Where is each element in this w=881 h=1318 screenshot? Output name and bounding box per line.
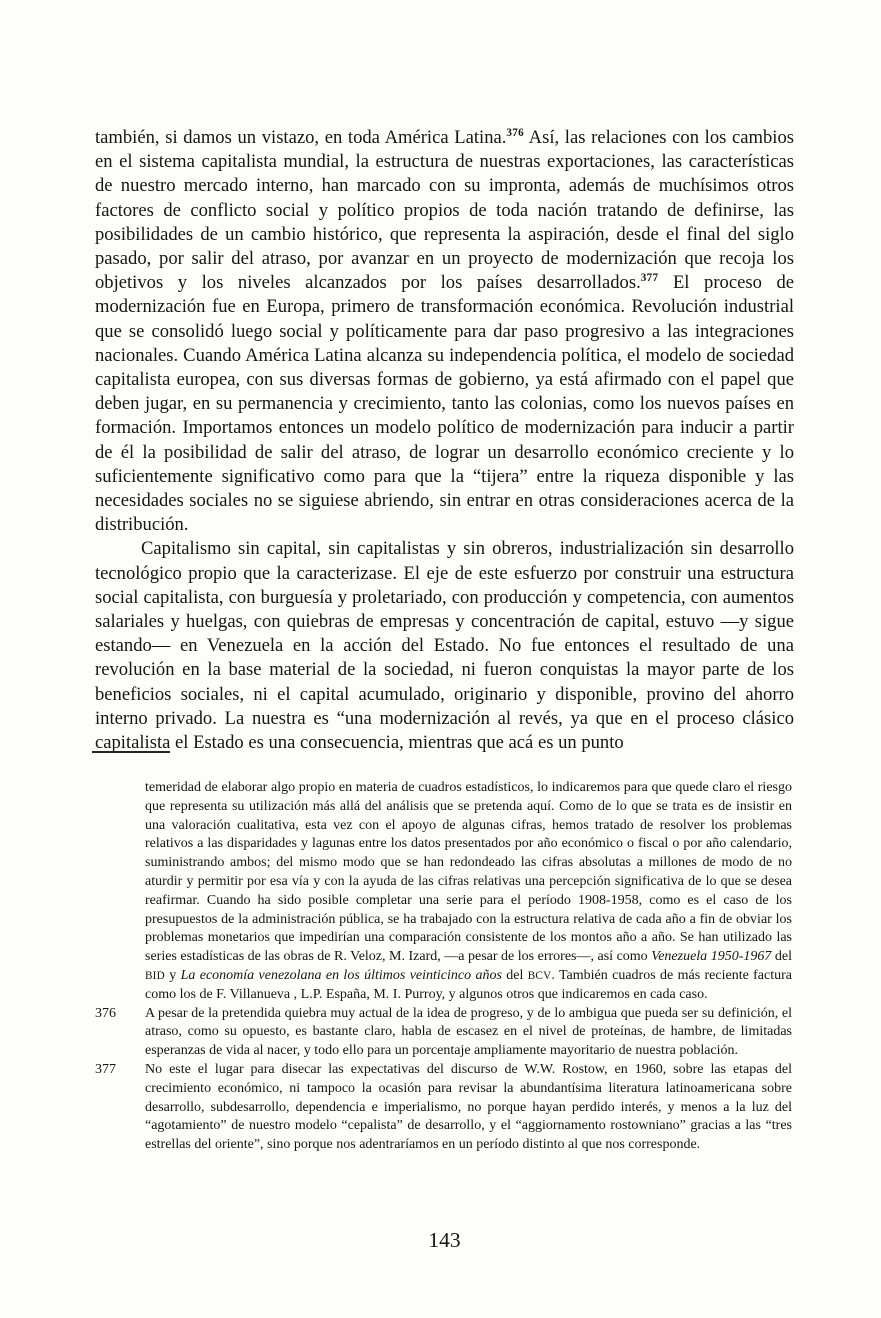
footnote (95, 1005, 792, 1061)
italic-title: La economía venezolana en los últimos veinticinco años (180, 967, 502, 983)
footnote-reference: 376 (506, 126, 525, 139)
body-paragraph: también, si damos un vistazo, en toda América Latina.$^{376}$ Así, las relaciones con los cambios en el sistema capitalista mundial, la estructura de nuestras exportaciones, las características de nuestro mercado interno, han marcado con su impronta, además de muchísimos otros factores de conflicto social y político propios de toda nación tratando de definirse, las posibilidades de un cambio histórico, que representa la aspiración, desde el final del siglo pasado, por salir del atraso, por avanzar en un proyecto de modernización que recoja los objetivos y los niveles alcanzados por los países desarrollados.$^{377}$ El proceso de modernización fue en Europa, primero de transformación económica. Revolución industrial que se consolidó luego social y políticamente para dar paso progresivo a las integraciones nacionales. Cuando América Latina alcanza su independencia política, el modelo de sociedad capitalista europea, con sus diversas formas de gobierno, ya está afirmado con el papel que deben jugar, en su permanencia y crecimiento, tanto las colonias, como los nuevos países en formación. Importamos entonces un modelo político de modernización para inducir a partir de él la posibilidad de salir del atraso, de lograr un desarrollo económico creciente y lo suficientemente significativo como para que la “tijera” entre la riqueza disponible y las necesidades sociales no se siguiese abriendo, sin entrar en otras consideraciones acerca de la distribución. (95, 126, 795, 536)
footnote (95, 779, 792, 1005)
footnote-text: No este el lugar para disecar las expectativas del discurso de W.W. Rostow, en 1960, sobre las etapas del crecimiento económico, ni tampoco la ocasión para revisar la abundantísima literatura latinoamericana sobre desarrollo, subdesarrollo, dependencia e imperialismo, no porque hayan perdido interés, y menos a la luz del “agotamiento” de nuestro modelo “cepalista” de desarrollo, y el “aggiornamento rostowniano” gracias a las “tres estrellas del oriente”, sino porque nos adentraríamos en un período distinto al que nos corresponde. (145, 1061, 792, 1153)
main-text (95, 126, 794, 755)
footnote-separator (92, 751, 170, 753)
small-caps-abbreviation: BCV (527, 969, 552, 982)
footnote-number: 376 (95, 1005, 116, 1021)
footnote-text: temeridad de elaborar algo propio en materia de cuadros estadísticos, lo indicaremos para que quede claro el riesgo que representa su utilización más allá del análisis que se pretenda aquí. Como de lo que se trata es de insistir en una valoración cualitativa, esta vez con el apoyo de algunas cifras, hemos tratado de resolver los problemas relativos a las disparidades y lagunas entre los datos presentados por año económico o fiscal o por año calendario, suministrando ambos; del mismo modo que se han redondeado las cifras absolutas a millones de modo de no aturdir y permitir por esa vía y con la ayuda de las cifras relativas una percepción significativa de lo que se desea reafirmar. Cuando ha sido posible completar una serie para el período 1908-1958, como es el caso de los presupuestos de la administración pública, se ha trabajado con la estructura relativa de cada año a fin de obviar los problemas monetarios que impedirían una comparación consistente de los montos año a año. Se han utilizado las series estadísticas de las obras de R. Veloz, M. Izard, —a pesar de los errores—, así como Venezuela 1950-1967 del BID y La economía venezolana en los últimos veinticinco años del BCV. También cuadros de más reciente factura como los de F. Villanueva , L.P. España, M. I. Purroy, y algunos otros que indicaremos en cada caso. (145, 780, 793, 1002)
small-caps-abbreviation: BID (145, 969, 165, 982)
page-number: 143 (428, 1228, 461, 1252)
italic-title: Venezuela 1950-1967 (651, 949, 772, 965)
footnotes-section (95, 779, 792, 1155)
footnote-reference: 377 (640, 272, 659, 285)
body-paragraph: Capitalismo sin capital, sin capitalistas y sin obreros, industrialización sin desarrollo tecnológico propio que la caracterizase. El eje de este esfuerzo por construir una estructura social capitalista, con burguesía y proletariado, con producción y competencia, con aumentos salariales y huelgas, con quiebras de empresas y concentración de capital, estuvo —y sigue estando— en Venezuela en la acción del Estado. No fue entonces el resultado de una revolución en la base material de la sociedad, ni fueron conquistas la mayor parte de los beneficios sociales, ni el capital acumulado, originario y disponible, provino del ahorro interno privado. La nuestra es “una modernización al revés, ya que en el proceso clásico capitalista el Estado es una consecuencia, mientras que acá es un punto (95, 538, 794, 754)
footnote-text: A pesar de la pretendida quiebra muy actual de la idea de progreso, y de lo ambigua que pueda ser su definición, el atraso, como su opuesto, es bastante claro, habla de escasez en el nivel de proteínas, de hambre, de limitadas esperanzas de vida al nacer, y todo ello para un porcentaje ampliamente mayoritario de nuestra población. (145, 1005, 792, 1059)
footnote-number: 377 (95, 1061, 116, 1077)
footnote (95, 1061, 792, 1155)
